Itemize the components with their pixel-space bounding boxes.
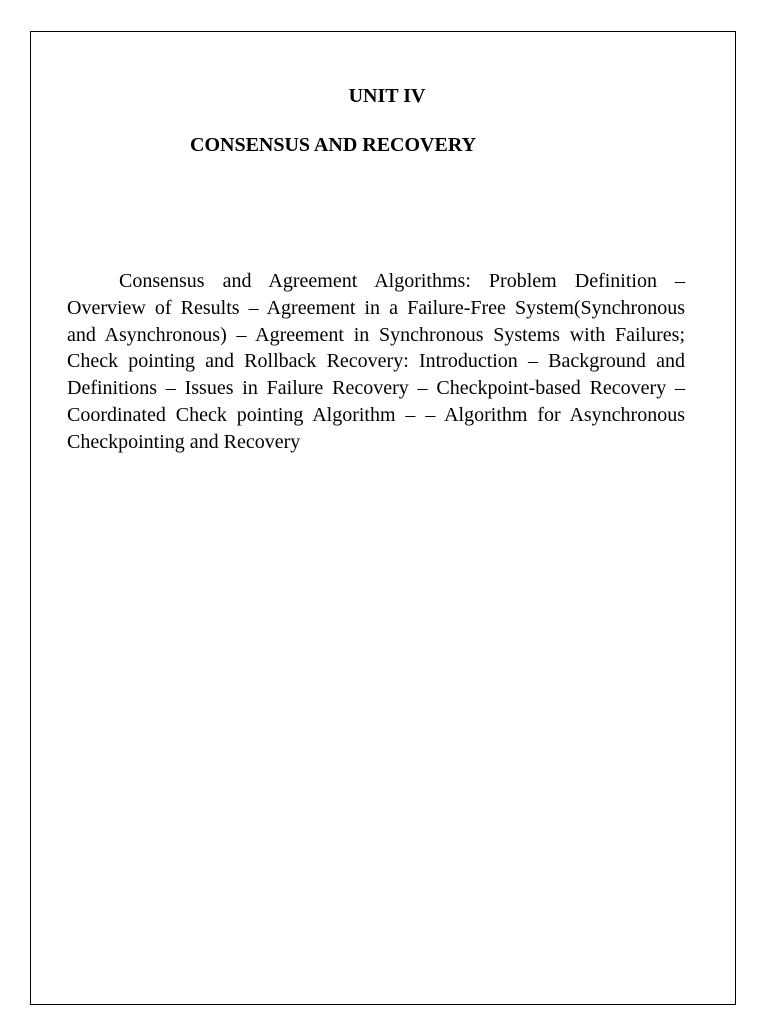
page-border — [30, 31, 736, 1005]
unit-heading: UNIT IV — [348, 85, 426, 107]
syllabus-paragraph: Consensus and Agreement Algorithms: Problem Definition – Overview of Results – Agreement in a Failure-Free System(Synchronous and Asynchronous) – Agreement in Synchronous Systems with Failures; Check pointing and Rollback Recovery: Introduction – Background and Definitions – Issues in Failure Recovery – Checkpoint-based Recovery – Coordinated Check pointing Algorithm – – Algorithm for Asynchronous Checkpointing and Recovery — [67, 270, 685, 453]
section-heading: CONSENSUS AND RECOVERY — [190, 134, 477, 156]
